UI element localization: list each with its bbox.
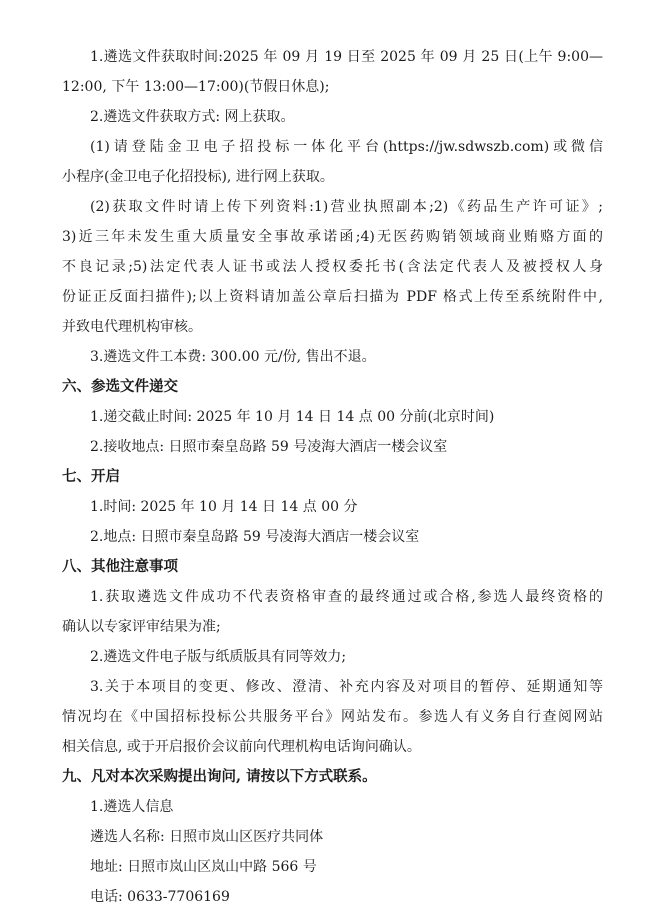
text-line: 地址: 日照市岚山区岚山中路 566 号 xyxy=(90,859,317,875)
section-heading: 七、开启 xyxy=(62,468,120,485)
section-heading: 八、其他注意事项 xyxy=(62,558,178,575)
text-line: (1)请登陆金卫电子招投标一体化平台(https://jw.sdwszb.com)或微信 xyxy=(90,139,603,155)
text-line: 1.遴选人信息 xyxy=(90,799,174,815)
text-line: 确认以专家评审结果为准; xyxy=(62,619,221,635)
text-line: 2.接收地点: 日照市秦皇岛路 59 号凌海大酒店一楼会议室 xyxy=(90,439,448,455)
text-line: 1.递交截止时间: 2025 年 10 月 14 日 14 点 00 分前(北京时间) xyxy=(90,409,495,425)
text-line: 电话: 0633-7706169 xyxy=(90,889,230,905)
text-line: 3)近三年未发生重大质量安全事故承诺函;4)无医药购销领域商业贿赂方面的 xyxy=(62,229,603,245)
text-line: (2)获取文件时请上传下列资料:1)营业执照副本;2)《药品生产许可证》; xyxy=(90,199,603,215)
text-line: 1.时间: 2025 年 10 月 14 日 14 点 00 分 xyxy=(90,499,358,515)
text-line: 3.遴选文件工本费: 300.00 元/份, 售出不退。 xyxy=(90,349,376,365)
section-heading: 九、凡对本次采购提出询问, 请按以下方式联系。 xyxy=(62,768,377,785)
text-line: 相关信息, 或于开启报价会议前向代理机构电话询问确认。 xyxy=(62,739,421,755)
text-line: 份证正反面扫描件);以上资料请加盖公章后扫描为 PDF 格式上传至系统附件中, xyxy=(62,289,603,305)
text-line: 情况均在《中国招标投标公共服务平台》网站发布。参选人有义务自行查阅网站 xyxy=(62,709,603,725)
text-line: 并致电代理机构审核。 xyxy=(62,319,202,335)
text-line: 2.地点: 日照市秦皇岛路 59 号凌海大酒店一楼会议室 xyxy=(90,529,420,545)
section-heading: 六、参选文件递交 xyxy=(62,378,178,395)
text-line: 小程序(金卫电子化招投标), 进行网上获取。 xyxy=(62,169,334,185)
text-line: 3.关于本项目的变更、修改、澄清、补充内容及对项目的暂停、延期通知等 xyxy=(90,679,603,695)
text-line: 2.遴选文件电子版与纸质版具有同等效力; xyxy=(90,649,347,665)
text-line: 1.获取遴选文件成功不代表资格审查的最终通过或合格,参选人最终资格的 xyxy=(90,589,603,605)
text-line: 12:00, 下午 13:00—17:00)(节假日休息); xyxy=(62,79,330,95)
text-line: 2.遴选文件获取方式: 网上获取。 xyxy=(90,109,295,125)
text-line: 遴选人名称: 日照市岚山区医疗共同体 xyxy=(90,829,324,845)
text-line: 不良记录;5)法定代表人证书或法人授权委托书(含法定代表人及被授权人身 xyxy=(62,259,603,275)
text-line: 1.遴选文件获取时间:2025 年 09 月 19 日至 2025 年 09 月 25 日(上午 9:00— xyxy=(90,49,603,65)
